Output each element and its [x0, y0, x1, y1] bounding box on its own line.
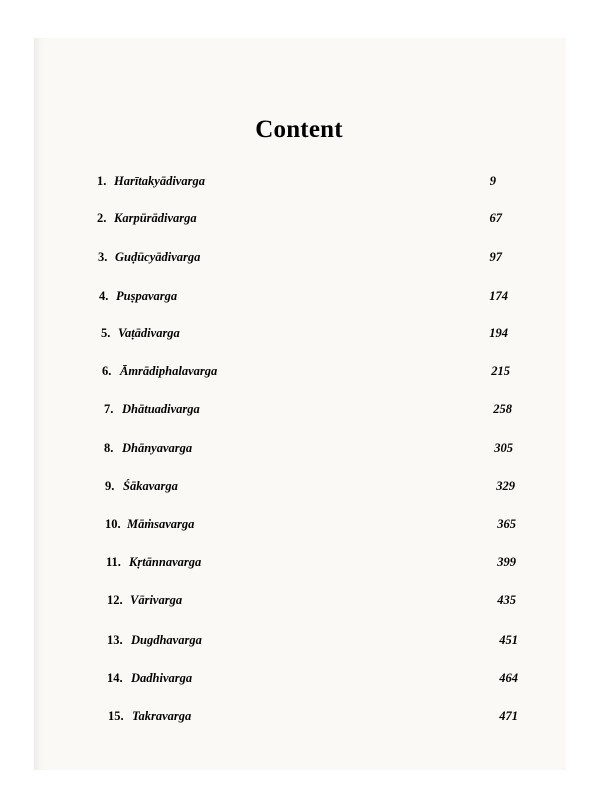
toc-entry-number: 15. [108, 709, 124, 723]
toc-entry-number: 6. [102, 364, 112, 378]
toc-entry-page-number: 365 [497, 517, 516, 531]
toc-entry-number: 14. [107, 671, 123, 685]
toc-entry-page-number: 9 [489, 174, 496, 188]
toc-entry-title: Āmrādiphalavarga [120, 364, 218, 378]
toc-entry-title: Kṛtānnavarga [129, 555, 202, 569]
toc-entry-page-number: 174 [489, 289, 508, 303]
toc-entry-page-number: 471 [499, 709, 518, 723]
toc-entry-title: Dhātuadivarga [122, 402, 200, 416]
toc-entry-page-number: 194 [489, 326, 508, 340]
toc-entry-number: 8. [104, 441, 114, 455]
toc-entry-page-number: 451 [499, 633, 518, 647]
toc-entry-title: Takravarga [132, 709, 192, 723]
toc-entry-title: Harītakyādivarga [114, 174, 205, 188]
toc-entry-page-number: 464 [499, 671, 518, 685]
toc-entry-number: 3. [98, 250, 108, 264]
toc-entry-page-number: 329 [496, 479, 515, 493]
toc-entry-title: Guḍūcyādivarga [115, 250, 201, 264]
toc-entry-number: 10. [105, 517, 121, 531]
toc-entry-page-number: 97 [489, 250, 502, 264]
toc-entry-page-number: 435 [497, 593, 516, 607]
toc-entry [0, 709, 600, 729]
toc-entry [0, 671, 600, 691]
toc-entry [0, 441, 600, 461]
toc-entry-number: 12. [107, 593, 123, 607]
toc-entry [0, 211, 600, 231]
page-title: Content [255, 116, 343, 143]
toc-entry-title: Vārivarga [130, 593, 183, 607]
toc-entry-number: 1. [97, 174, 107, 188]
toc-entry-title: Dhānyavarga [122, 441, 193, 455]
toc-entry-number: 4. [99, 289, 109, 303]
toc-entry-number: 5. [101, 326, 111, 340]
toc-entry-number: 2. [97, 211, 107, 225]
toc-entry [0, 326, 600, 346]
toc-entry-page-number: 215 [491, 364, 510, 378]
toc-entry [0, 174, 600, 194]
toc-entry-number: 9. [105, 479, 115, 493]
toc-entry-page-number: 258 [493, 402, 512, 416]
toc-entry-title: Vaṭādivarga [118, 326, 180, 340]
toc-entry [0, 517, 600, 537]
toc-entry-number: 11. [106, 555, 121, 569]
toc-entry-number: 13. [107, 633, 123, 647]
toc-entry [0, 364, 600, 384]
toc-entry-title: Karpūrādivarga [114, 211, 197, 225]
toc-entry-number: 7. [104, 402, 114, 416]
toc-entry-page-number: 305 [494, 441, 513, 455]
toc-entry [0, 402, 600, 422]
toc-entry-title: Dadhivarga [131, 671, 193, 685]
toc-entry [0, 633, 600, 653]
toc-entry [0, 593, 600, 613]
toc-entry-page-number: 399 [497, 555, 516, 569]
toc-entry-title: Māṁsavarga [127, 517, 195, 531]
toc-entry [0, 479, 600, 499]
toc-entry [0, 289, 600, 309]
toc-entry [0, 555, 600, 575]
toc-entry-title: Śākavarga [123, 479, 178, 493]
toc-entry-title: Puṣpavarga [116, 289, 178, 303]
toc-entry [0, 250, 600, 270]
toc-entry-title: Dugdhavarga [131, 633, 202, 647]
toc-entry-page-number: 67 [489, 211, 502, 225]
